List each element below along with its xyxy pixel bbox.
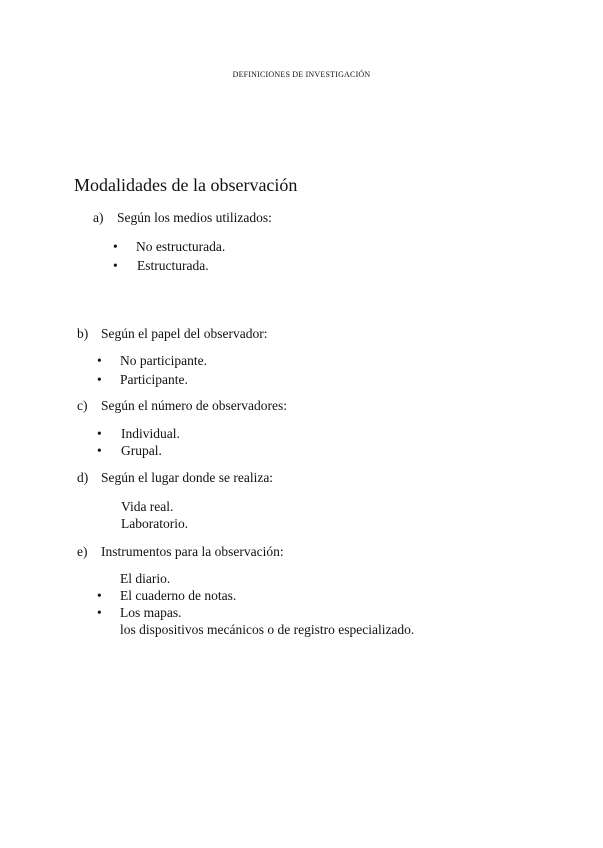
page-header: DEFINICIONES DE INVESTIGACIÓN	[232, 70, 371, 79]
bullet-icon: •	[97, 426, 102, 441]
section-c-heading: Según el número de observadores:	[101, 398, 287, 413]
section-b-heading: Según el papel del observador:	[101, 326, 268, 341]
list-item: No estructurada.	[136, 239, 226, 254]
bullet-icon: •	[97, 372, 102, 387]
section-a-letter: a)	[93, 210, 104, 225]
list-item: Estructurada.	[137, 258, 209, 273]
section-c-letter: c)	[77, 398, 88, 413]
section-b-letter: b)	[77, 326, 89, 341]
list-item: los dispositivos mecánicos o de registro especializado.	[120, 622, 415, 637]
list-item: Individual.	[121, 426, 180, 441]
list-item: El diario.	[120, 571, 171, 586]
list-item: Los mapas.	[120, 605, 182, 620]
list-item: Participante.	[120, 372, 188, 387]
bullet-icon: •	[97, 588, 102, 603]
section-e-letter: e)	[77, 544, 88, 559]
bullet-icon: •	[97, 353, 102, 368]
section-a-heading: Según los medios utilizados:	[117, 210, 272, 225]
list-item: Grupal.	[121, 443, 162, 458]
section-d-heading: Según el lugar donde se realiza:	[101, 470, 274, 485]
section-d-letter: d)	[77, 470, 89, 485]
bullet-icon: •	[113, 239, 118, 254]
section-e-heading: Instrumentos para la observación:	[101, 544, 284, 559]
bullet-icon: •	[97, 605, 102, 620]
list-item: Laboratorio.	[121, 516, 189, 531]
bullet-icon: •	[113, 258, 118, 273]
list-item: Vida real.	[121, 499, 174, 514]
list-item: No participante.	[120, 353, 207, 368]
bullet-icon: •	[97, 443, 102, 458]
list-item: El cuaderno de notas.	[120, 588, 237, 603]
section-title: Modalidades de la observación	[74, 175, 298, 195]
